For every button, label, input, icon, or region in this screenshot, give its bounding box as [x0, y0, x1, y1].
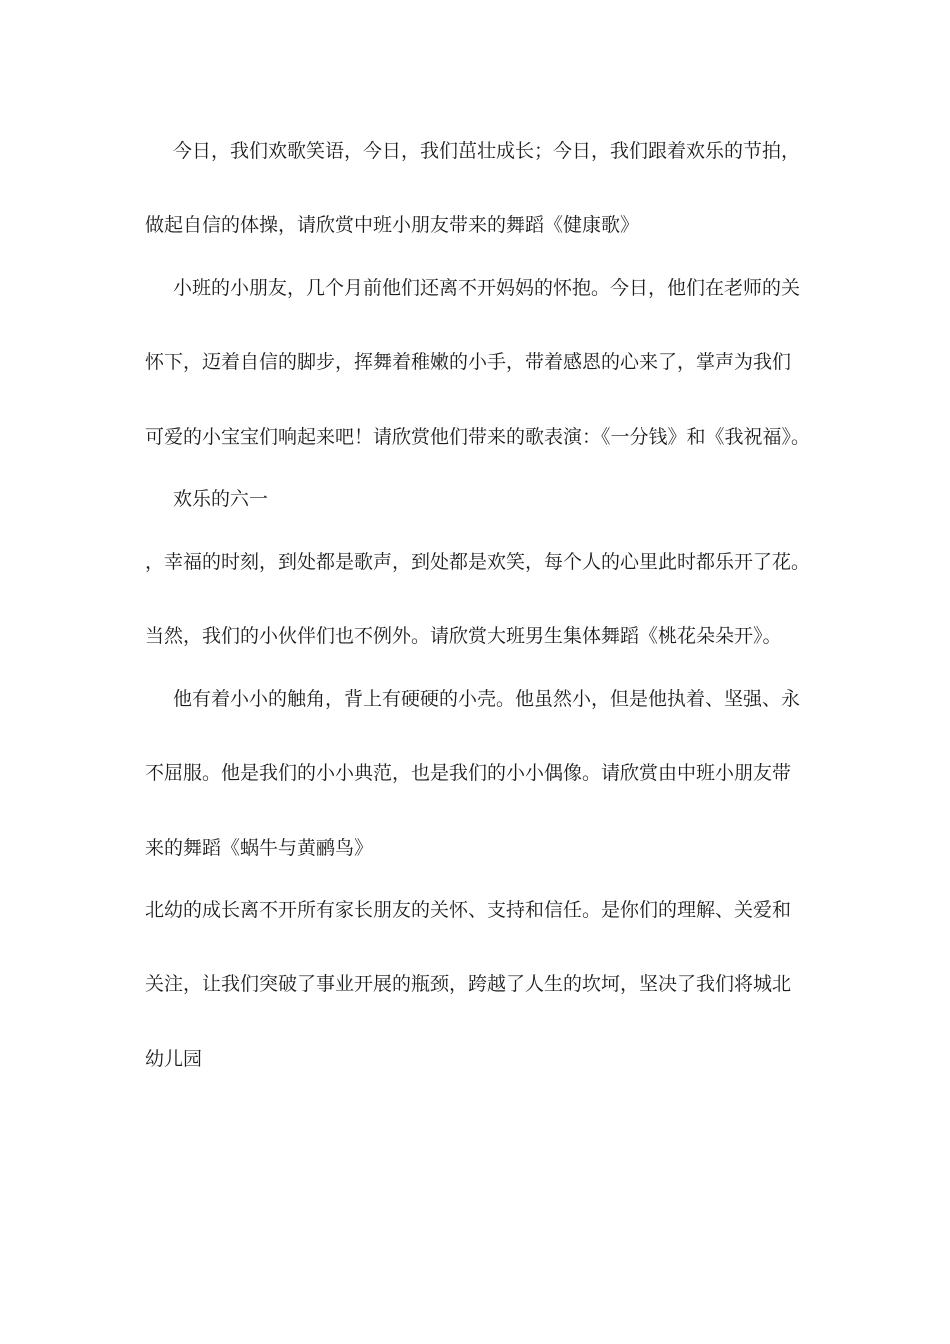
paragraph-4-line-2: 不屈服。他是我们的小小典范，也是我们的小小偶像。请欣赏由中班小朋友带	[145, 762, 792, 784]
paragraph-3-line-2: 当然，我们的小伙伴们也不例外。请欣赏大班男生集体舞蹈《桃花朵朵开》。	[145, 625, 782, 647]
paragraph-2-line-3: 可爱的小宝宝们响起来吧！请欣赏他们带来的歌表演：《一分钱》和《我祝福》。	[145, 426, 811, 448]
paragraph-5-line-3: 幼儿园	[145, 1048, 203, 1070]
paragraph-4-line-3: 来的舞蹈《蜗牛与黄鹂鸟》	[145, 837, 374, 859]
paragraph-4-line-1: 他有着小小的触角，背上有硬硬的小壳。他虽然小，但是他执着、坚强、永	[173, 688, 801, 710]
paragraph-5-line-2: 关注，让我们突破了事业开展的瓶颈，跨越了人生的坎坷，坚决了我们将城北	[145, 973, 792, 995]
paragraph-2-line-1: 小班的小朋友，几个月前他们还离不开妈妈的怀抱。今日，他们在老师的关	[173, 277, 801, 299]
paragraph-1-line-1: 今日，我们欢歌笑语，今日，我们茁壮成长；今日，我们跟着欢乐的节拍，	[173, 140, 801, 162]
paragraph-5-line-1: 北幼的成长离不开所有家长朋友的关怀、支持和信任。是你们的理解、关爱和	[145, 899, 792, 921]
paragraph-3-line-1: ，幸福的时刻，到处都是歌声，到处都是欢笑，每个人的心里此时都乐开了花。	[145, 551, 811, 573]
paragraph-1-line-2: 做起自信的体操，请欣赏中班小朋友带来的舞蹈《健康歌》	[145, 214, 640, 236]
paragraph-2-line-2: 怀下，迈着自信的脚步，挥舞着稚嫩的小手，带着感恩的心来了，掌声为我们	[145, 351, 792, 373]
paragraph-3-heading: 欢乐的六一	[173, 488, 269, 510]
